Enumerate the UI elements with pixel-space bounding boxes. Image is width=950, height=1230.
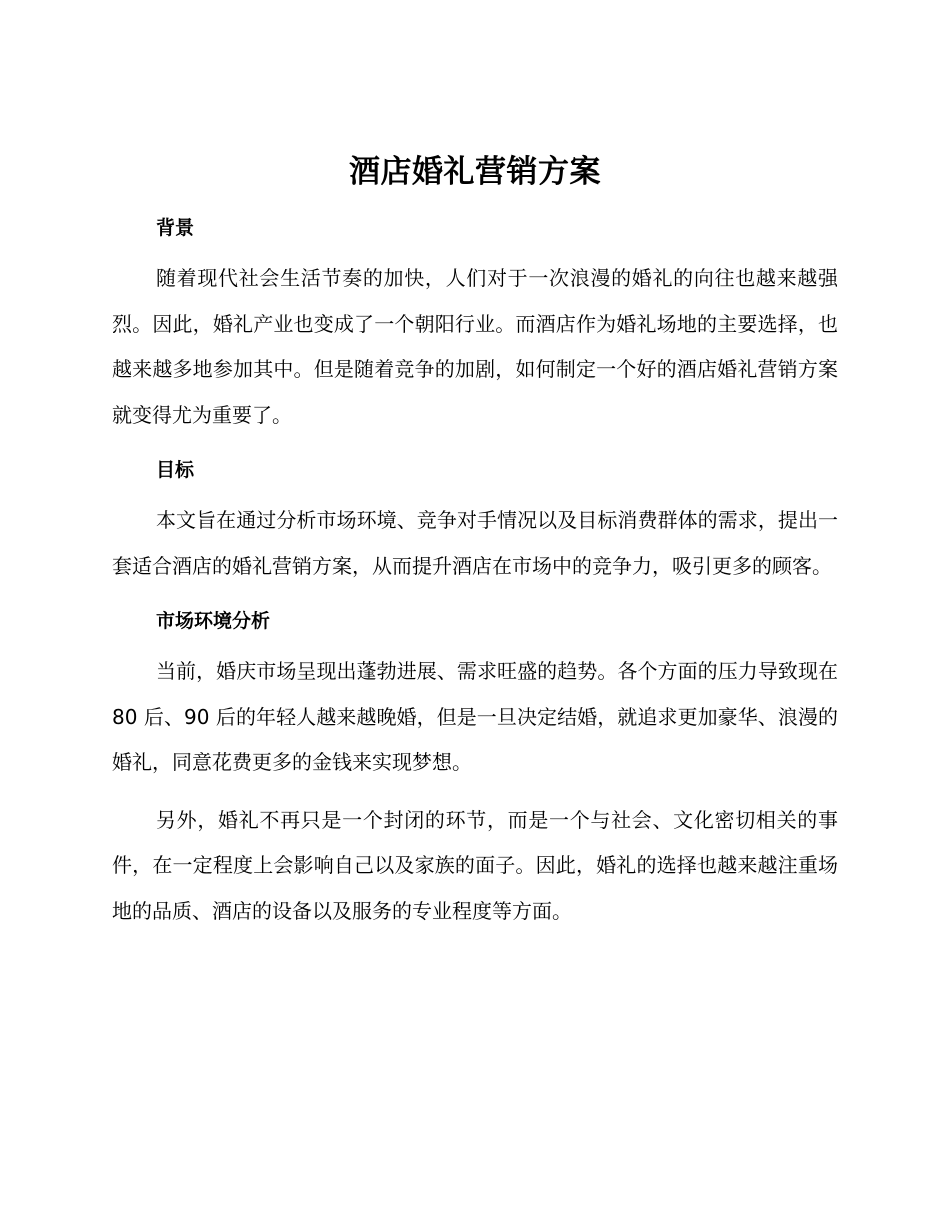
market-analysis-paragraph-1: 当前，婚庆市场呈现出蓬勃进展、需求旺盛的趋势。各个方面的压力导致现在 80 后、90 后的年轻人越来越晚婚，但是一旦决定结婚，就追求更加豪华、浪漫的婚礼，同意花费更多的金钱来实现梦想。 [112, 659, 838, 774]
goal-paragraph: 本文旨在通过分析市场环境、竞争对手情况以及目标消费群体的需求，提出一套适合酒店的婚礼营销方案，从而提升酒店在市场中的竞争力，吸引更多的顾客。 [112, 508, 838, 578]
section-heading-goal: 目标 [156, 459, 195, 481]
section-market-analysis [112, 601, 838, 934]
background-paragraph: 随着现代社会生活节奏的加快，人们对于一次浪漫的婚礼的向往也越来越强烈。因此，婚礼产业也变成了一个朝阳行业。而酒店作为婚礼场地的主要选择，也越来越多地参加其中。但是随着竞争的加剧，如何制定一个好的酒店婚礼营销方案就变得尤为重要了。 [112, 266, 838, 427]
document-title: 酒店婚礼营销方案 [349, 154, 601, 190]
section-background [112, 208, 838, 438]
section-goal [112, 450, 838, 589]
section-heading-background: 背景 [156, 217, 195, 239]
market-analysis-paragraph-2: 另外，婚礼不再只是一个封闭的环节，而是一个与社会、文化密切相关的事件，在一定程度上会影响自己以及家族的面子。因此，婚礼的选择也越来越注重场地的品质、酒店的设备以及服务的专业程度等方面。 [112, 807, 838, 923]
section-heading-market-analysis: 市场环境分析 [156, 610, 271, 632]
